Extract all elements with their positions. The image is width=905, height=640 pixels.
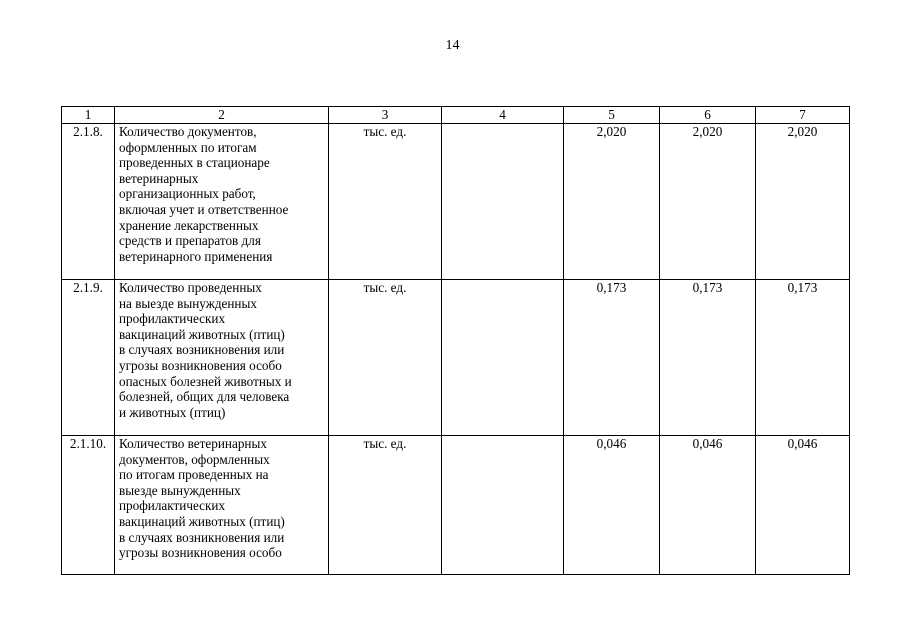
row-name-line: средств и препаратов для [119, 233, 261, 249]
column-header: 4 [442, 107, 564, 124]
row-name-line: включая учет и ответственное [119, 201, 289, 217]
column-header: 5 [564, 107, 660, 124]
row-col4 [442, 124, 564, 280]
row-name-line: профилактических [119, 311, 226, 327]
column-header: 6 [660, 107, 756, 124]
row-name-line: в случаях возникновения или [119, 529, 285, 545]
table-row [62, 124, 850, 280]
row-name-line: вакцинаций животных (птиц) [119, 326, 285, 342]
row-name-line: ветеринарного применения [119, 248, 273, 264]
row-unit: тыс. ед. [329, 436, 442, 575]
row-number: 2.1.9. [62, 280, 115, 436]
row-value-6: 0,046 [660, 436, 756, 575]
row-name-line: хранение лекарственных [119, 217, 259, 233]
row-name-line: болезней, общих для человека [119, 389, 290, 405]
row-name-line: угрозы возникновения особо [119, 545, 282, 561]
row-value-7: 0,046 [756, 436, 850, 575]
row-name-line: на выезде вынужденных [119, 295, 257, 311]
row-name-line: организационных работ, [119, 186, 256, 202]
row-name [115, 124, 329, 280]
row-value-5: 0,046 [564, 436, 660, 575]
row-name [115, 436, 329, 575]
row-value-5: 0,173 [564, 280, 660, 436]
row-number: 2.1.8. [62, 124, 115, 280]
row-name-line: Количество ветеринарных [119, 436, 267, 451]
row-name-line: Количество документов, [119, 124, 257, 139]
row-unit: тыс. ед. [329, 280, 442, 436]
row-name-line: ветеринарных [119, 170, 199, 186]
row-col4 [442, 436, 564, 575]
page-number: 14 [445, 38, 460, 53]
row-name-line: Количество проведенных [119, 280, 262, 295]
row-name-line: угрозы возникновения особо [119, 357, 282, 373]
row-value-7: 0,173 [756, 280, 850, 436]
row-unit: тыс. ед. [329, 124, 442, 280]
row-name-line: оформленных по итогам [119, 139, 257, 155]
row-name-line: вакцинаций животных (птиц) [119, 513, 285, 529]
row-name-line: опасных болезней животных и [119, 373, 292, 389]
row-name-line: в случаях возникновения или [119, 342, 285, 358]
row-name-line: проведенных в стационаре [119, 155, 270, 171]
data-table [61, 106, 850, 575]
row-name-line: по итогам проведенных на [119, 467, 269, 483]
row-number: 2.1.10. [62, 436, 115, 575]
row-name-line: профилактических [119, 498, 226, 514]
row-name-line: выезде вынужденных [119, 482, 241, 498]
table-row [62, 280, 850, 436]
row-name-line: документов, оформленных [119, 451, 270, 467]
column-header: 7 [756, 107, 850, 124]
column-header: 3 [329, 107, 442, 124]
row-value-6: 2,020 [660, 124, 756, 280]
row-value-6: 0,173 [660, 280, 756, 436]
row-name-line: и животных (птиц) [119, 404, 226, 420]
row-col4 [442, 280, 564, 436]
row-value-5: 2,020 [564, 124, 660, 280]
row-value-7: 2,020 [756, 124, 850, 280]
column-header: 1 [62, 107, 115, 124]
column-header: 2 [115, 107, 329, 124]
table-header-row [62, 107, 850, 124]
row-name [115, 280, 329, 436]
table-row [62, 436, 850, 575]
